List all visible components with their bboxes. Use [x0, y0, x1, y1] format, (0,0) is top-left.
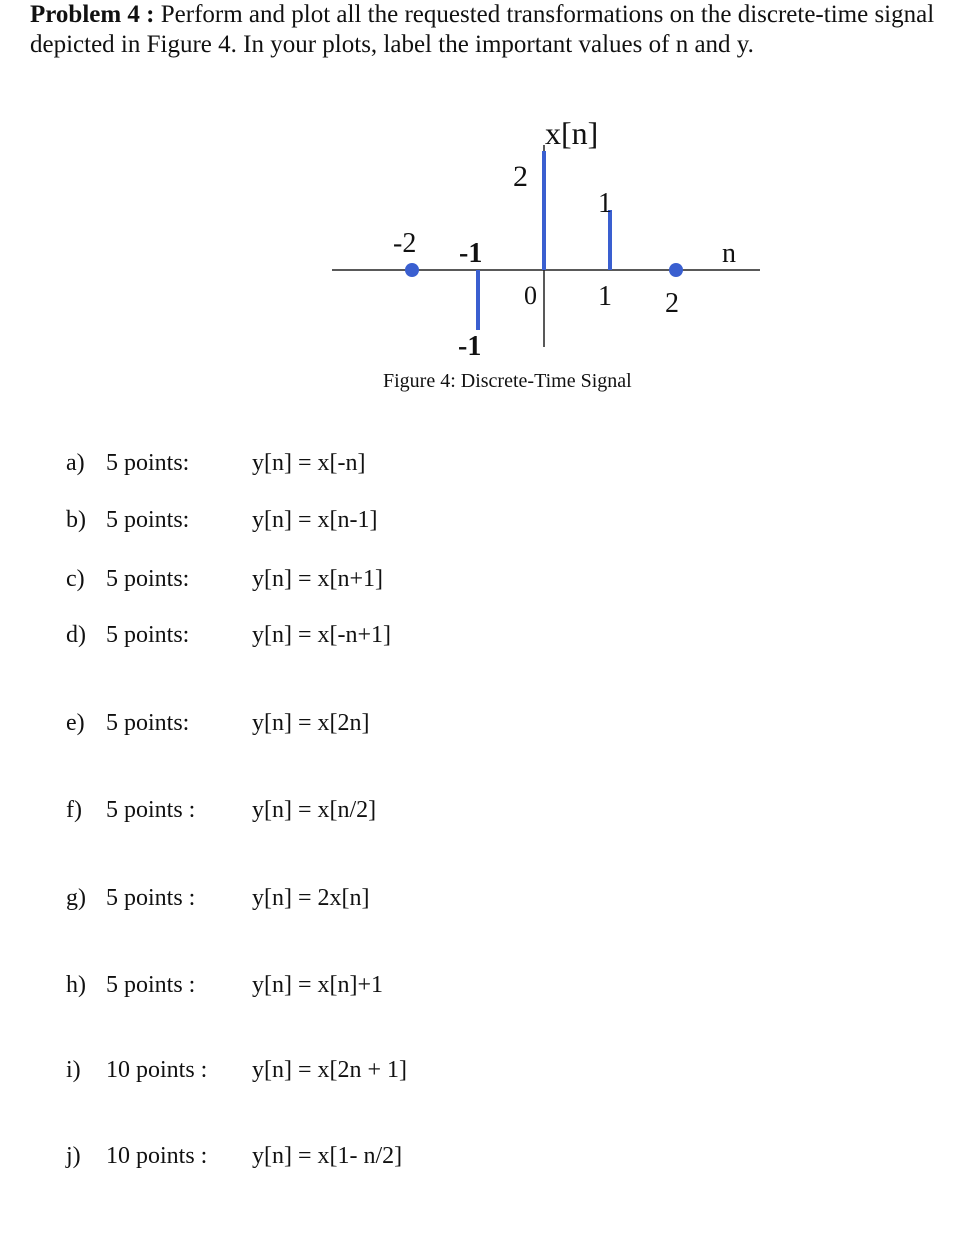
item-letter: g)	[66, 885, 86, 911]
item-points: 10 points :	[106, 1143, 208, 1169]
n-tick-label-minus-1: -1	[459, 238, 483, 269]
item-letter: a)	[66, 450, 85, 476]
n-tick-label-minus-2: -2	[393, 228, 417, 259]
value-label-2: 2	[513, 160, 528, 193]
stem-point-n2	[669, 263, 683, 277]
item-points: 5 points:	[106, 507, 190, 533]
item-equation: y[n] = x[-n]	[252, 450, 366, 476]
item-letter: j)	[66, 1143, 81, 1169]
n-tick-label-1: 1	[598, 281, 612, 312]
item-points: 5 points :	[106, 972, 196, 998]
item-equation: y[n] = 2x[n]	[252, 885, 370, 911]
item-equation: y[n] = x[n]+1	[252, 972, 384, 998]
problem-text: Perform and plot all the requested transformations on the discrete-time signal depicted in Figure 4. In your plots, label the important values of n and y.	[30, 1, 935, 58]
item-points: 10 points :	[106, 1057, 208, 1083]
item-letter: e)	[66, 710, 85, 736]
figure-caption: Figure 4: Discrete-Time Signal	[383, 370, 632, 392]
item-points: 5 points:	[106, 566, 190, 592]
n-tick-label-0: 0	[524, 281, 537, 310]
item-points: 5 points:	[106, 710, 190, 736]
item-equation: y[n] = x[-n+1]	[252, 622, 392, 648]
problem-label: Problem 4 :	[30, 1, 155, 28]
item-letter: b)	[66, 507, 86, 533]
n-tick-label-2: 2	[665, 288, 679, 319]
item-letter: d)	[66, 622, 86, 648]
item-points: 5 points:	[106, 622, 190, 648]
item-equation: y[n] = x[n-1]	[252, 507, 378, 533]
item-points: 5 points :	[106, 885, 196, 911]
item-equation: y[n] = x[1- n/2]	[252, 1143, 403, 1169]
item-points: 5 points:	[106, 450, 190, 476]
y-axis-label: x[n]	[545, 115, 599, 151]
n-axis-label: n	[722, 238, 736, 269]
item-letter: i)	[66, 1057, 81, 1083]
item-letter: f)	[66, 797, 82, 823]
item-points: 5 points :	[106, 797, 196, 823]
stem-point-n-2	[405, 263, 419, 277]
item-equation: y[n] = x[n/2]	[252, 797, 377, 823]
item-equation: y[n] = x[2n + 1]	[252, 1057, 408, 1083]
item-letter: h)	[66, 972, 86, 998]
value-label-minus-1: -1	[458, 331, 482, 362]
item-equation: y[n] = x[n+1]	[252, 566, 384, 592]
item-letter: c)	[66, 566, 85, 592]
item-equation: y[n] = x[2n]	[252, 710, 370, 736]
value-label-1: 1	[598, 188, 612, 219]
